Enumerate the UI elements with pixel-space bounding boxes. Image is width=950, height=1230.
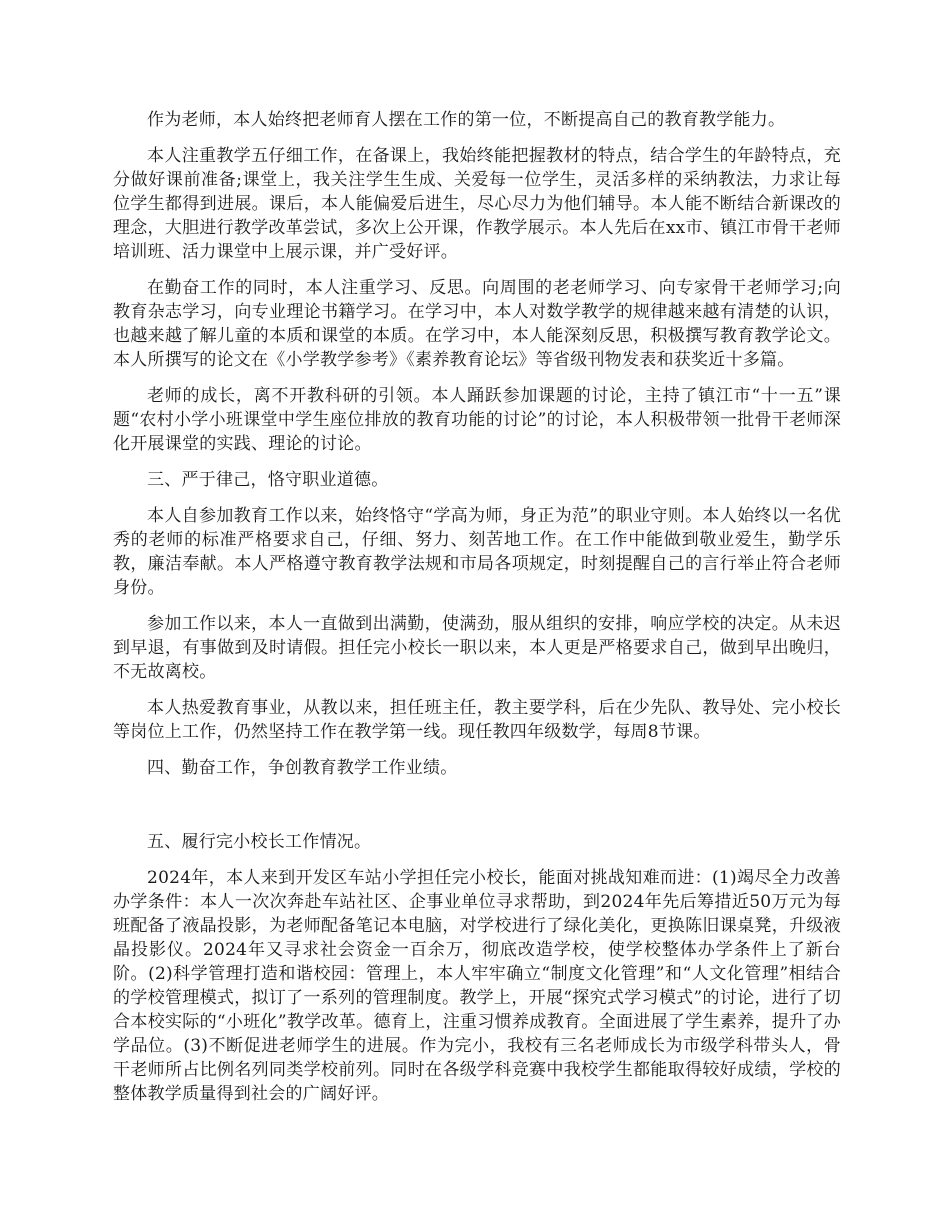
paragraph-intro: 作为老师，本人始终把老师育人摆在工作的第一位，不断提高自己的教育教学能力。 <box>147 110 786 130</box>
blank-spacer <box>113 792 841 830</box>
paragraph-teaching: 本人注重教学五仔细工作，在备课上，我始终能把握教材的特点，结合学生的年龄特点，充分做好课前准备;课堂上，我关注学生生成、关爱每一位学生，灵活多样的采纳教法，力求让每位学生都得到进展。课后，本人能偏爱后进生，尽心尽力为他们辅导。本人能不断结合新课改的理念，大胆进行教学改革尝试，多次上公开课，作教学展示。本人先后在xx市、镇江市骨干老师培训班、活力课堂中上展示课，并广受好评。 <box>113 146 841 262</box>
paragraph-study: 在勤奋工作的同时，本人注重学习、反思。向周围的老老师学习、向专家骨干老师学习;向教育杂志学习，向专业理论书籍学习。在学习中，本人对数学教学的规律越来越有清楚的认识，也越来越了解儿童的本质和课堂的本质。在学习中，本人能深刻反思，积极撰写教育教学论文。本人所撰写的论文在《小学教学参考》《素养教育论坛》等省级刊物发表和获奖近十多篇。 <box>113 278 841 370</box>
paragraph-ethics: 本人自参加教育工作以来，始终恪守“学高为师，身正为范”的职业守则。本人始终以一名优秀的老师的标准严格要求自己，仔细、努力、刻苦地工作。在工作中能做到敬业爱生，勤学乐教，廉洁奉献。本人严格遵守教育教学法规和市局各项规定，时刻提醒自己的言行举止符合老师身份。 <box>113 506 841 598</box>
section-heading-3: 三、严于律己，恪守职业道德。 <box>147 470 389 490</box>
paragraph-career: 本人热爱教育事业，从教以来，担任班主任，教主要学科，后在少先队、教导处、完小校长等岗位上工作，仍然坚持工作在教学第一线。现任教四年级数学，每周8节课。 <box>113 698 841 742</box>
paragraph-research: 老师的成长，离不开教科研的引领。本人踊跃参加课题的讨论，主持了镇江市“十一五”课题“农村小学小班课堂中学生座位排放的教育功能的讨论”的讨论，本人积极带领一批骨干老师深化开展课堂的实践、理论的讨论。 <box>113 386 841 454</box>
section-heading-4: 四、勤奋工作，争创教育教学工作业绩。 <box>147 758 458 778</box>
section-heading-5: 五、履行完小校长工作情况。 <box>147 832 372 852</box>
paragraph-attendance: 参加工作以来，本人一直做到出满勤，使满劲，服从组织的安排，响应学校的决定。从未迟到早退，有事做到及时请假。担任完小校长一职以来，本人更是严格要求自己，做到早出晚归，不无故离校。 <box>113 614 841 682</box>
document-page <box>113 108 841 1118</box>
paragraph-principal: 2024年，本人来到开发区车站小学担任完小校长，能面对挑战知难而进：(1)竭尽全力改善办学条件：本人一次次奔赴车站社区、企事业单位寻求帮助，到2024年先后筹措近50万元为每班配备了液晶投影，为老师配备笔记本电脑，对学校进行了绿化美化，更换陈旧课桌凳，升级液晶投影仪。2024年又寻求社会资金一百余万，彻底改造学校，使学校整体办学条件上了新台阶。(2)科学管理打造和谐校园：管理上，本人牢牢确立“制度文化管理”和“人文化管理”相结合的学校管理模式，拟订了一系列的管理制度。教学上，开展“探究式学习模式”的讨论，进行了切合本校实际的“小班化”教学改革。德育上，注重习惯养成教育。全面进展了学生素养，提升了办学品位。(3)不断促进老师学生的进展。作为完小，我校有三名老师成长为市级学科带头人，骨干老师所占比例名列同类学校前列。同时在各级学科竞赛中我校学生都能取得较好成绩，学校的整体教学质量得到社会的广阔好评。 <box>113 868 841 1104</box>
